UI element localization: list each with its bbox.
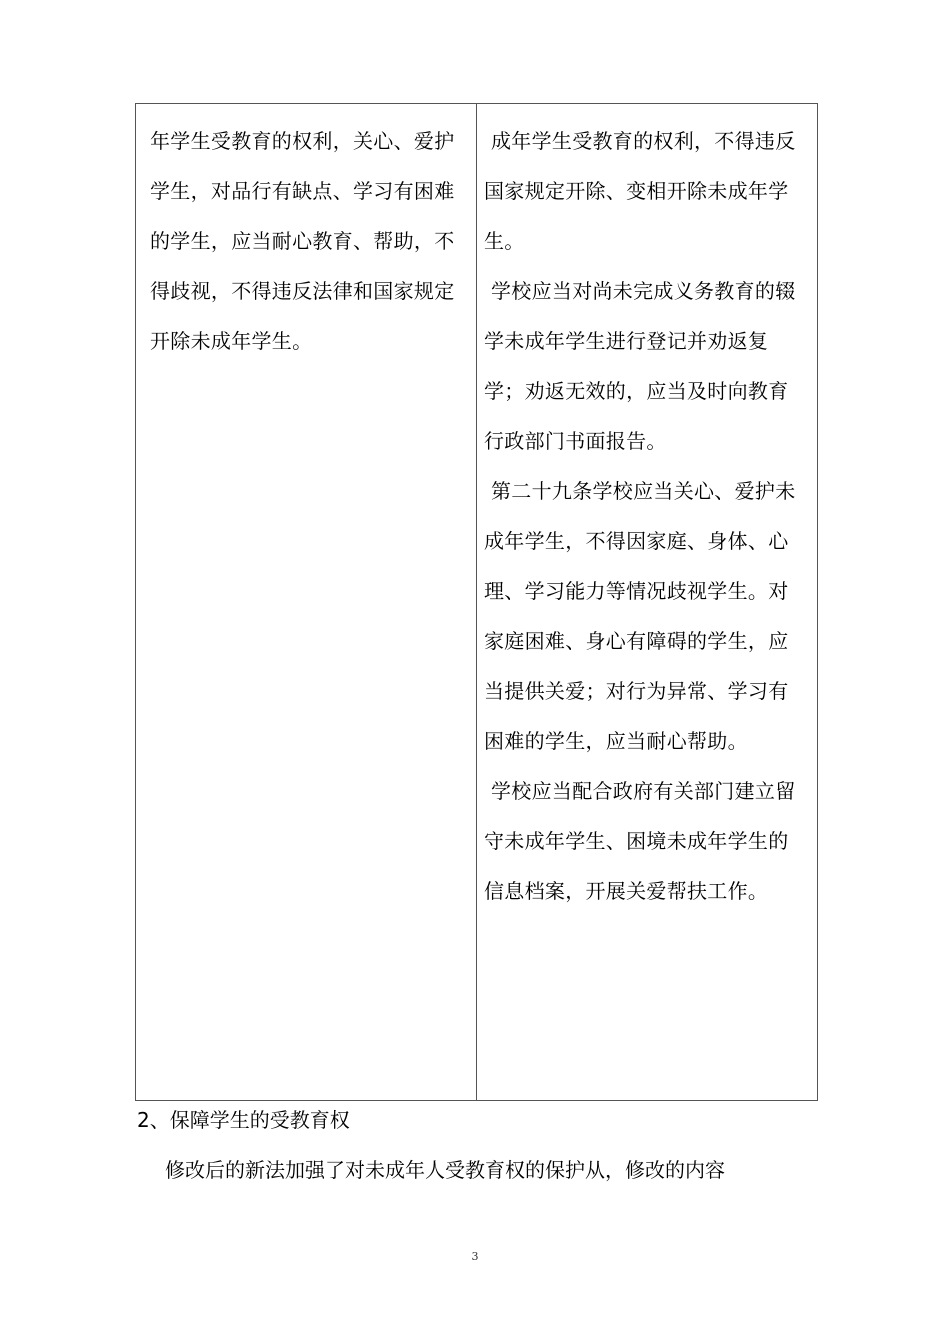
page-number: 3 bbox=[471, 1250, 479, 1263]
table-cell-left bbox=[136, 104, 477, 1100]
left-cell-paragraph: 年学生受教育的权利，关心、爱护学生，对品行有缺点、学习有困难的学生，应当耐心教育、帮助，不得歧视，不得违反法律和国家规定开除未成年学生。 bbox=[150, 129, 455, 353]
section-body-text: 修改后的新法加强了对未成年人受教育权的保护从，修改的内容 bbox=[165, 1158, 725, 1182]
right-cell-paragraph-3: 第二十九条学校应当关心、爱护未成年学生，不得因家庭、身体、心理、学习能力等情况歧视学生。对家庭困难、身心有障碍的学生，应当提供关爱；对行为异常、学习有困难的学生，应当耐心帮助。 bbox=[484, 479, 796, 753]
table-cell-right bbox=[477, 104, 817, 1100]
section-heading: 2、保障学生的受教育权 bbox=[137, 1108, 350, 1132]
right-cell-paragraph-2: 学校应当对尚未完成义务教育的辍学未成年学生进行登记并劝返复学；劝返无效的，应当及时向教育行政部门书面报告。 bbox=[484, 279, 796, 453]
right-cell-paragraph-4: 学校应当配合政府有关部门建立留守未成年学生、困境未成年学生的信息档案，开展关爱帮扶工作。 bbox=[484, 779, 796, 903]
right-cell-paragraph-1: 成年学生受教育的权利，不得违反国家规定开除、变相开除未成年学生。 bbox=[484, 129, 796, 253]
comparison-table bbox=[135, 103, 818, 1101]
